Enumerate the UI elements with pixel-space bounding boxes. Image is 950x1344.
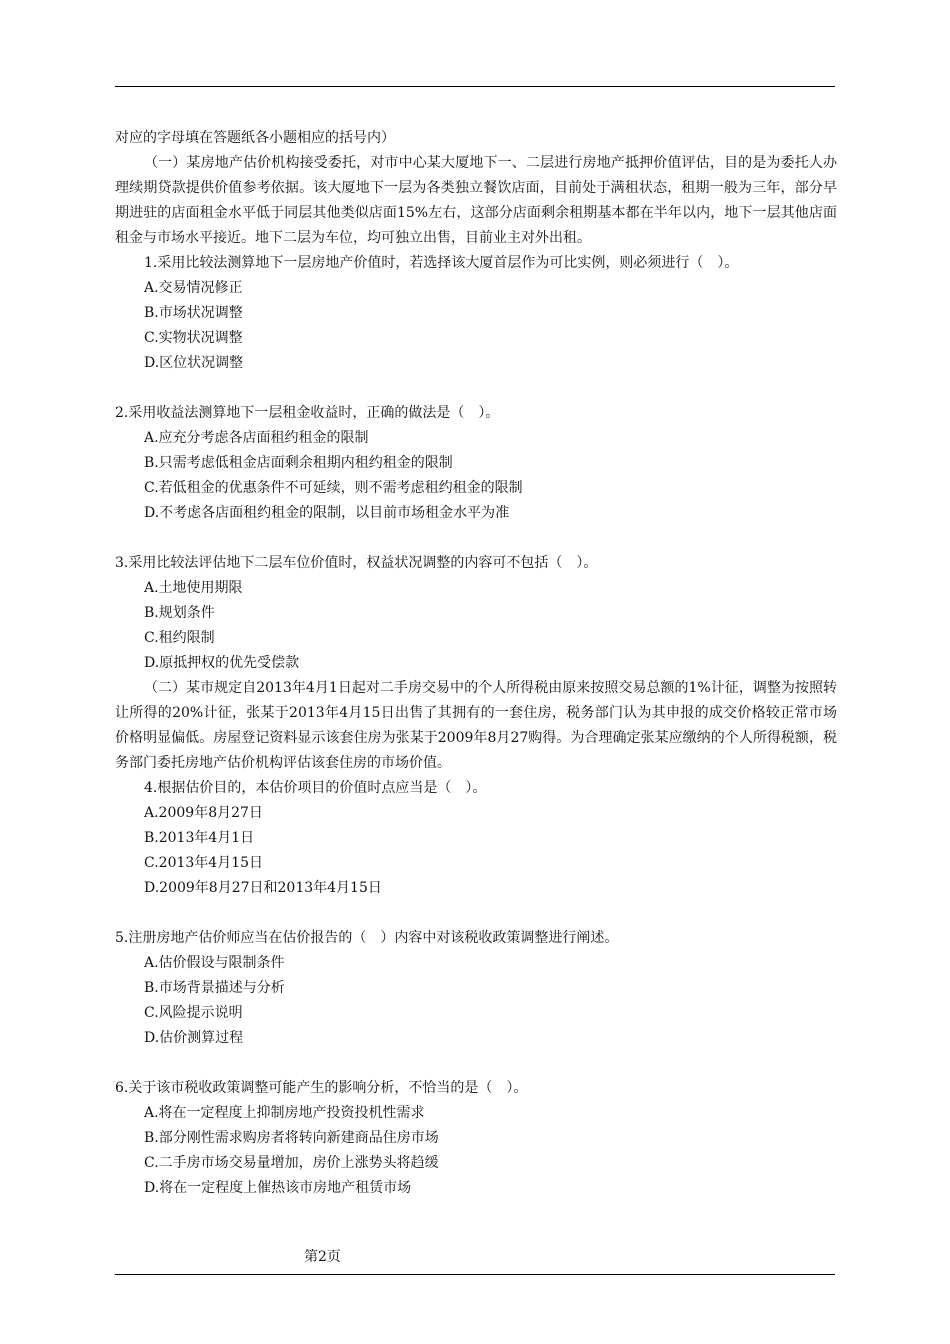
question-6-option-d: D.将在一定程度上催热该市房地产租赁市场 <box>144 1180 412 1196</box>
question-1-option-a: A.交易情况修正 <box>144 280 243 296</box>
question-4-option-b: B.2013年4月1日 <box>144 830 255 846</box>
question-1-option-d: D.区位状况调整 <box>144 355 244 371</box>
question-3-option-c: C.租约限制 <box>144 630 215 646</box>
footer-rule <box>115 1274 835 1275</box>
question-6-option-b: B.部分刚性需求购房者将转向新建商品住房市场 <box>144 1130 439 1146</box>
spacer <box>115 901 837 926</box>
question-1-option-b: B.市场状况调整 <box>144 305 243 321</box>
question-1-stem: 1.采用比较法测算地下一层房地产价值时，若选择该大厦首层作为可比实例，则必须进行（ ）。 <box>144 255 739 271</box>
question-2-option-d: D.不考虑各店面租约租金的限制，以目前市场租金水平为准 <box>144 505 510 521</box>
spacer <box>115 376 837 401</box>
question-5-option-c: C.风险提示说明 <box>144 1005 243 1021</box>
question-6-option-c: C.二手房市场交易量增加，房价上涨势头将趋缓 <box>144 1155 439 1171</box>
spacer <box>115 1051 837 1076</box>
case-two-paragraph: （二）某市规定自2013年4月1日起对二手房交易中的个人所得税由原来按照交易总额的1%计征，调整为按照转让所得的20%计征，张某于2013年4月15日出售了其拥有的一套住房，税务部门认为其申报的成交价格较正常市场价格明显偏低。房屋登记资料显示该套住房为张某于2009年8月27购得。为合理确定张某应缴纳的个人所得税额，税务部门委托房地产估价机构评估该套住房的市场价值。 <box>115 680 837 771</box>
header-rule <box>115 86 835 87</box>
question-6-option-a: A.将在一定程度上抑制房地产投资投机性需求 <box>144 1105 425 1121</box>
spacer <box>115 526 837 551</box>
question-4-option-a: A.2009年8月27日 <box>144 805 263 821</box>
question-4-option-c: C.2013年4月15日 <box>144 855 264 871</box>
question-6-stem: 6.关于该市税收政策调整可能产生的影响分析，不恰当的是（ ）。 <box>115 1080 528 1096</box>
question-2-stem: 2.采用收益法测算地下一层租金收益时，正确的做法是（ ）。 <box>115 405 500 421</box>
question-5-option-a: A.估价假设与限制条件 <box>144 955 285 971</box>
question-2-option-c: C.若低租金的优惠条件不可延续，则不需考虑租约租金的限制 <box>144 480 523 496</box>
page-number: 第2页 <box>304 1249 341 1265</box>
question-5-stem: 5.注册房地产估价师应当在估价报告的（ ）内容中对该税收政策调整进行阐述。 <box>115 930 619 946</box>
question-4-option-d: D.2009年8月27日和2013年4月15日 <box>144 880 382 896</box>
question-3-option-a: A.土地使用期限 <box>144 580 243 596</box>
question-2-option-b: B.只需考虑低租金店面剩余租期内租约租金的限制 <box>144 455 453 471</box>
intro-line: 对应的字母填在答题纸各小题相应的括号内） <box>115 130 395 146</box>
question-3-stem: 3.采用比较法评估地下二层车位价值时，权益状况调整的内容可不包括（ ）。 <box>115 555 598 571</box>
case-one-paragraph: （一）某房地产估价机构接受委托，对市中心某大厦地下一、二层进行房地产抵押价值评估，目的是为委托人办理续期贷款提供价值参考依据。该大厦地下一层为各类独立餐饮店面，目前处于满租状态，租期一般为三年，部分早期进驻的店面租金水平低于同层其他类似店面15%左右，这部分店面剩余租期基本都在半年以内，地下一层其他店面租金与市场水平接近。地下二层为车位，均可独立出售，目前业主对外出租。 <box>115 155 837 246</box>
question-5-option-d: D.估价测算过程 <box>144 1030 244 1046</box>
question-2-option-a: A.应充分考虑各店面租约租金的限制 <box>144 430 369 446</box>
question-1-option-c: C.实物状况调整 <box>144 330 243 346</box>
question-3-option-d: D.原抵押权的优先受偿款 <box>144 655 300 671</box>
question-3-option-b: B.规划条件 <box>144 605 215 621</box>
question-4-stem: 4.根据估价目的，本估价项目的价值时点应当是（ ）。 <box>144 780 487 796</box>
question-5-option-b: B.市场背景描述与分析 <box>144 980 285 996</box>
page-body <box>115 126 837 1201</box>
